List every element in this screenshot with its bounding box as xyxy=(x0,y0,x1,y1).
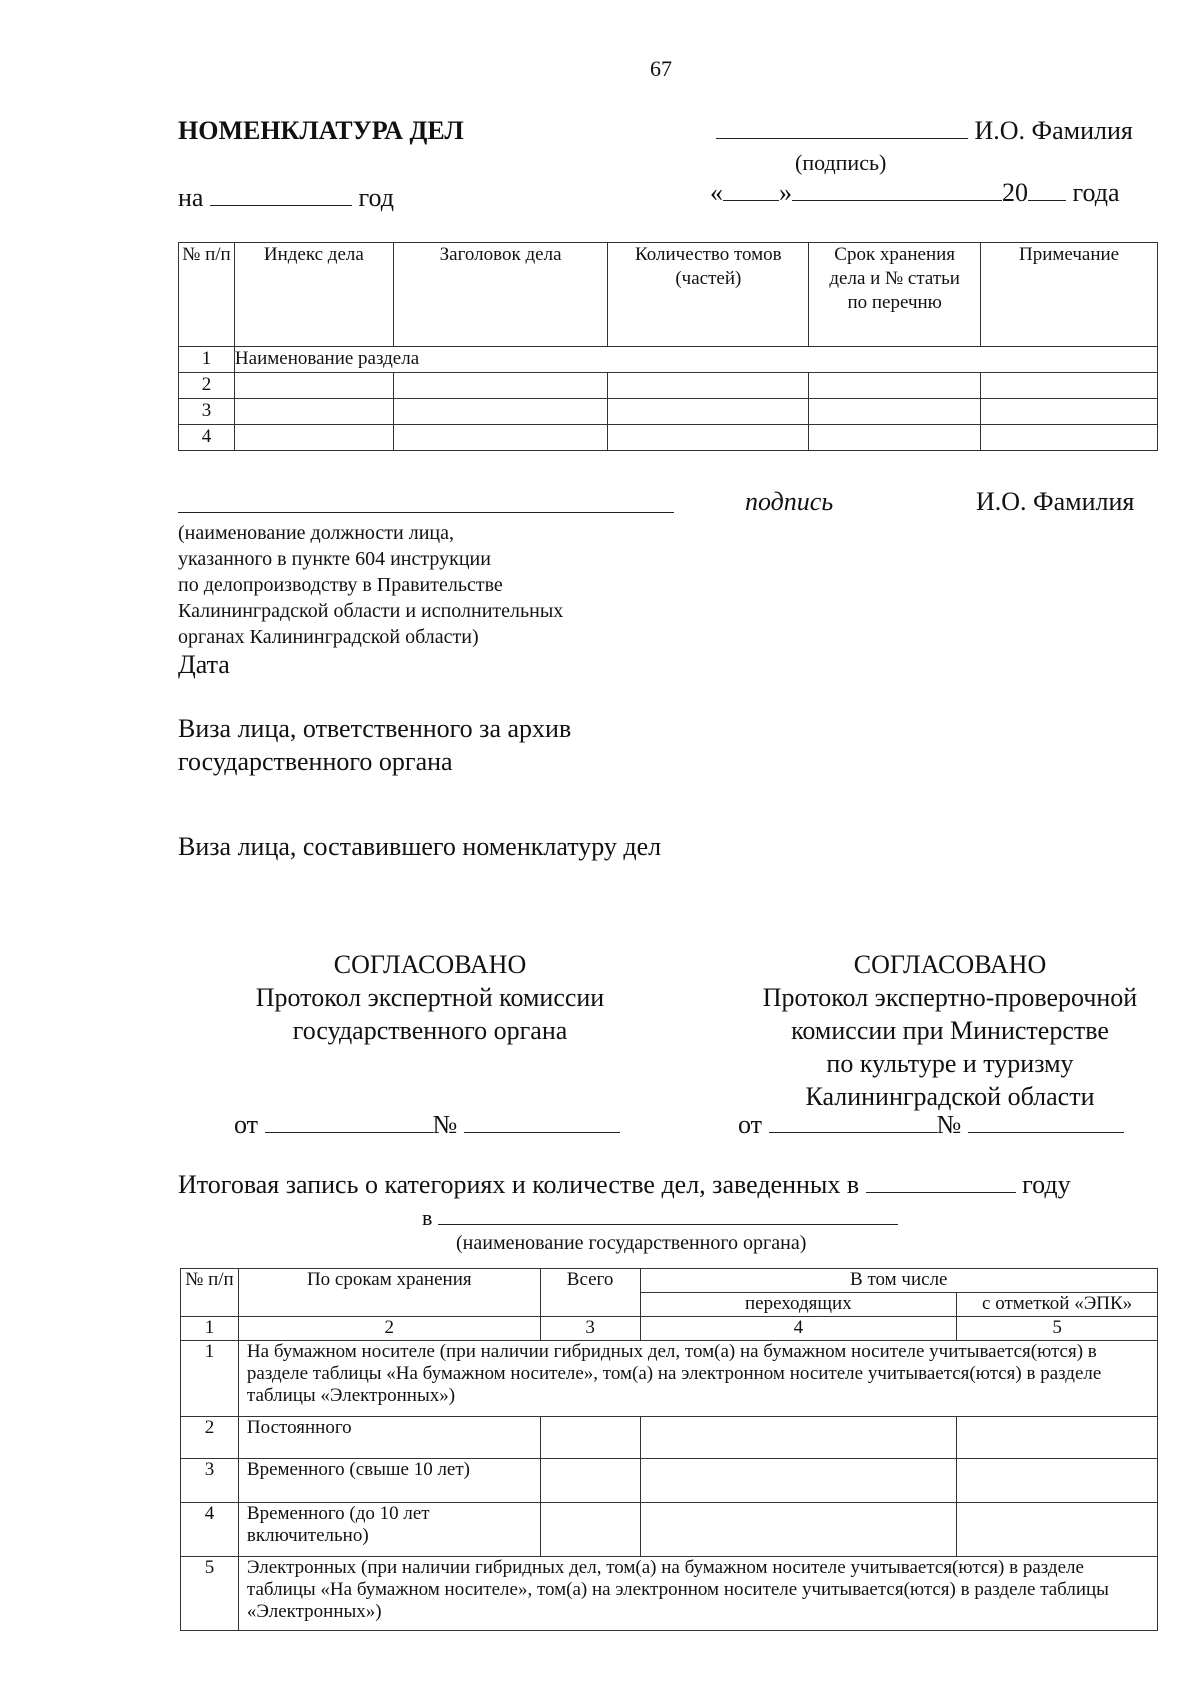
summary-title-start: Итоговая запись о категориях и количестве дел, заведенных в xyxy=(178,1170,860,1199)
row-num: 2 xyxy=(179,373,235,399)
signer-name: И.О. Фамилия xyxy=(976,487,1135,516)
cell xyxy=(393,399,608,425)
cell xyxy=(540,1459,640,1503)
section-num: 1 xyxy=(179,347,235,373)
col-number: 1 xyxy=(181,1317,239,1341)
cell xyxy=(608,399,809,425)
summary-table xyxy=(180,1268,1158,1631)
archive-visa-line: государственного органа xyxy=(178,747,453,776)
for-prefix: на xyxy=(178,183,204,212)
row-num: 2 xyxy=(181,1417,239,1459)
row-num: 3 xyxy=(179,399,235,425)
table-row xyxy=(181,1503,1158,1557)
header-volumes: Количество томов (частей) xyxy=(608,243,809,347)
archive-visa-line: Виза лица, ответственного за архив xyxy=(178,714,572,743)
quote-close: » xyxy=(779,178,792,207)
in-word: в xyxy=(422,1205,433,1230)
position-caption-line: (наименование должности лица, xyxy=(178,522,455,544)
header-retention: Срок хранения дела и № статьи по перечню xyxy=(809,243,981,347)
table-row xyxy=(181,1557,1158,1631)
year-prefix: 20 xyxy=(1002,178,1028,207)
cell xyxy=(957,1503,1158,1557)
cell xyxy=(640,1417,957,1459)
summary-title-end: году xyxy=(1022,1170,1071,1199)
approval-right-line: комиссии при Министерстве xyxy=(791,1016,1109,1045)
table-row xyxy=(181,1417,1158,1459)
cell xyxy=(981,373,1158,399)
summary-header-transitional: переходящих xyxy=(640,1293,957,1317)
header-num: № п/п xyxy=(179,243,235,347)
summary-header-including: В том числе xyxy=(640,1269,1157,1293)
cell xyxy=(234,373,393,399)
quote-open: « xyxy=(710,178,723,207)
cell xyxy=(640,1459,957,1503)
summary-org-line xyxy=(422,1204,898,1231)
summary-col-numbers-row xyxy=(181,1317,1158,1341)
table-row xyxy=(181,1341,1158,1417)
position-caption-line: Калининградской области и исполнительных xyxy=(178,600,564,622)
cell xyxy=(540,1503,640,1557)
cell xyxy=(981,425,1158,451)
summary-header-epk: с отметкой «ЭПК» xyxy=(957,1293,1158,1317)
approver-signature-blank xyxy=(716,116,968,139)
approver-line xyxy=(716,116,1133,146)
row-num: 4 xyxy=(179,425,235,451)
summary-year-blank xyxy=(866,1170,1016,1193)
row-text: На бумажном носителе (при наличии гибридных дел, том(а) на бумажном носителе учитывается(ются) в разделе таблицы «На бумажном носителе», том(а) на электронном носителе учитывается(ются) в разделе таблицы «Электронных») xyxy=(238,1341,1157,1417)
right-date-blank xyxy=(769,1110,937,1133)
date-line xyxy=(710,178,1120,208)
approval-right-line: Калининградской области xyxy=(805,1082,1095,1111)
approval-left-line: государственного органа xyxy=(292,1016,568,1045)
cell xyxy=(540,1417,640,1459)
document-title: НОМЕНКЛАТУРА ДЕЛ xyxy=(178,116,464,145)
summary-header-num: № п/п xyxy=(181,1269,239,1317)
cell xyxy=(809,373,981,399)
cell xyxy=(957,1459,1158,1503)
header-title: Заголовок дела xyxy=(393,243,608,347)
position-caption-line: указанного в пункте 604 инструкции xyxy=(178,548,491,570)
approval-left-title: СОГЛАСОВАНО xyxy=(333,950,527,979)
month-blank xyxy=(792,178,1002,201)
cell xyxy=(809,425,981,451)
approval-right-date xyxy=(738,1110,1124,1140)
position-caption xyxy=(178,520,563,650)
year-word: год xyxy=(358,183,394,212)
year-line xyxy=(178,183,394,213)
approval-right xyxy=(720,948,1180,1113)
year-suffix-blank xyxy=(1028,178,1066,201)
cell xyxy=(809,399,981,425)
col-number: 5 xyxy=(957,1317,1158,1341)
org-caption: (наименование государственного органа) xyxy=(456,1232,807,1254)
cell xyxy=(957,1417,1158,1459)
from-label: от xyxy=(738,1110,763,1139)
compiler-visa: Виза лица, составившего номенклатуру дел xyxy=(178,832,662,861)
table-row xyxy=(179,399,1158,425)
year-blank xyxy=(210,183,352,206)
table-row xyxy=(181,1459,1158,1503)
section-row xyxy=(179,347,1158,373)
row-text: Временного (до 10 лет включительно) xyxy=(238,1503,540,1557)
approver-name: И.О. Фамилия xyxy=(974,116,1133,145)
cell xyxy=(234,399,393,425)
archive-visa xyxy=(178,712,571,778)
col-number: 2 xyxy=(238,1317,540,1341)
col-number: 4 xyxy=(640,1317,957,1341)
approval-left xyxy=(210,948,650,1047)
year-suffix: года xyxy=(1072,178,1120,207)
row-num: 3 xyxy=(181,1459,239,1503)
nomenclature-table xyxy=(178,242,1158,451)
section-label: Наименование раздела xyxy=(234,347,1157,373)
nomenclature-header-row xyxy=(179,243,1158,347)
signature-caption: (подпись) xyxy=(795,150,887,175)
number-sign: № xyxy=(432,1110,458,1139)
cell xyxy=(393,373,608,399)
cell xyxy=(393,425,608,451)
row-num: 1 xyxy=(181,1341,239,1417)
summary-header-terms: По срокам хранения xyxy=(238,1269,540,1317)
table-row xyxy=(179,373,1158,399)
approval-right-line: по культуре и туризму xyxy=(826,1049,1074,1078)
summary-header-total: Всего xyxy=(540,1269,640,1317)
left-date-blank xyxy=(265,1110,433,1133)
position-caption-line: по делопроизводству в Правительстве xyxy=(178,574,503,596)
page-number: 67 xyxy=(650,56,672,81)
approval-left-date xyxy=(234,1110,620,1140)
summary-title xyxy=(178,1170,1071,1200)
cell xyxy=(981,399,1158,425)
approval-right-line: Протокол экспертно-проверочной xyxy=(762,983,1138,1012)
summary-header-row xyxy=(181,1269,1158,1293)
cell xyxy=(234,425,393,451)
right-number-blank xyxy=(968,1110,1124,1133)
day-blank xyxy=(723,178,779,201)
left-number-blank xyxy=(464,1110,620,1133)
position-blank xyxy=(178,512,674,513)
approval-left-line: Протокол экспертной комиссии xyxy=(255,983,605,1012)
header-index: Индекс дела xyxy=(234,243,393,347)
position-caption-line: органах Калининградской области) xyxy=(178,626,479,648)
row-num: 4 xyxy=(181,1503,239,1557)
date-label: Дата xyxy=(178,650,230,679)
row-text: Электронных (при наличии гибридных дел, том(а) на бумажном носителе учитывается(ются) в разделе таблицы «На бумажном носителе», том(а) на электронном носителе учитывается(ются) в разделе таблицы «Электронных») xyxy=(238,1557,1157,1631)
row-text: Временного (свыше 10 лет) xyxy=(238,1459,540,1503)
col-number: 3 xyxy=(540,1317,640,1341)
cell xyxy=(640,1503,957,1557)
header-note: Примечание xyxy=(981,243,1158,347)
signature-word: подпись xyxy=(745,487,834,516)
table-row xyxy=(179,425,1158,451)
cell xyxy=(608,425,809,451)
cell xyxy=(608,373,809,399)
row-text: Постоянного xyxy=(238,1417,540,1459)
org-blank xyxy=(438,1204,898,1225)
from-label: от xyxy=(234,1110,259,1139)
row-num: 5 xyxy=(181,1557,239,1631)
number-sign: № xyxy=(936,1110,962,1139)
approval-right-title: СОГЛАСОВАНО xyxy=(853,950,1047,979)
